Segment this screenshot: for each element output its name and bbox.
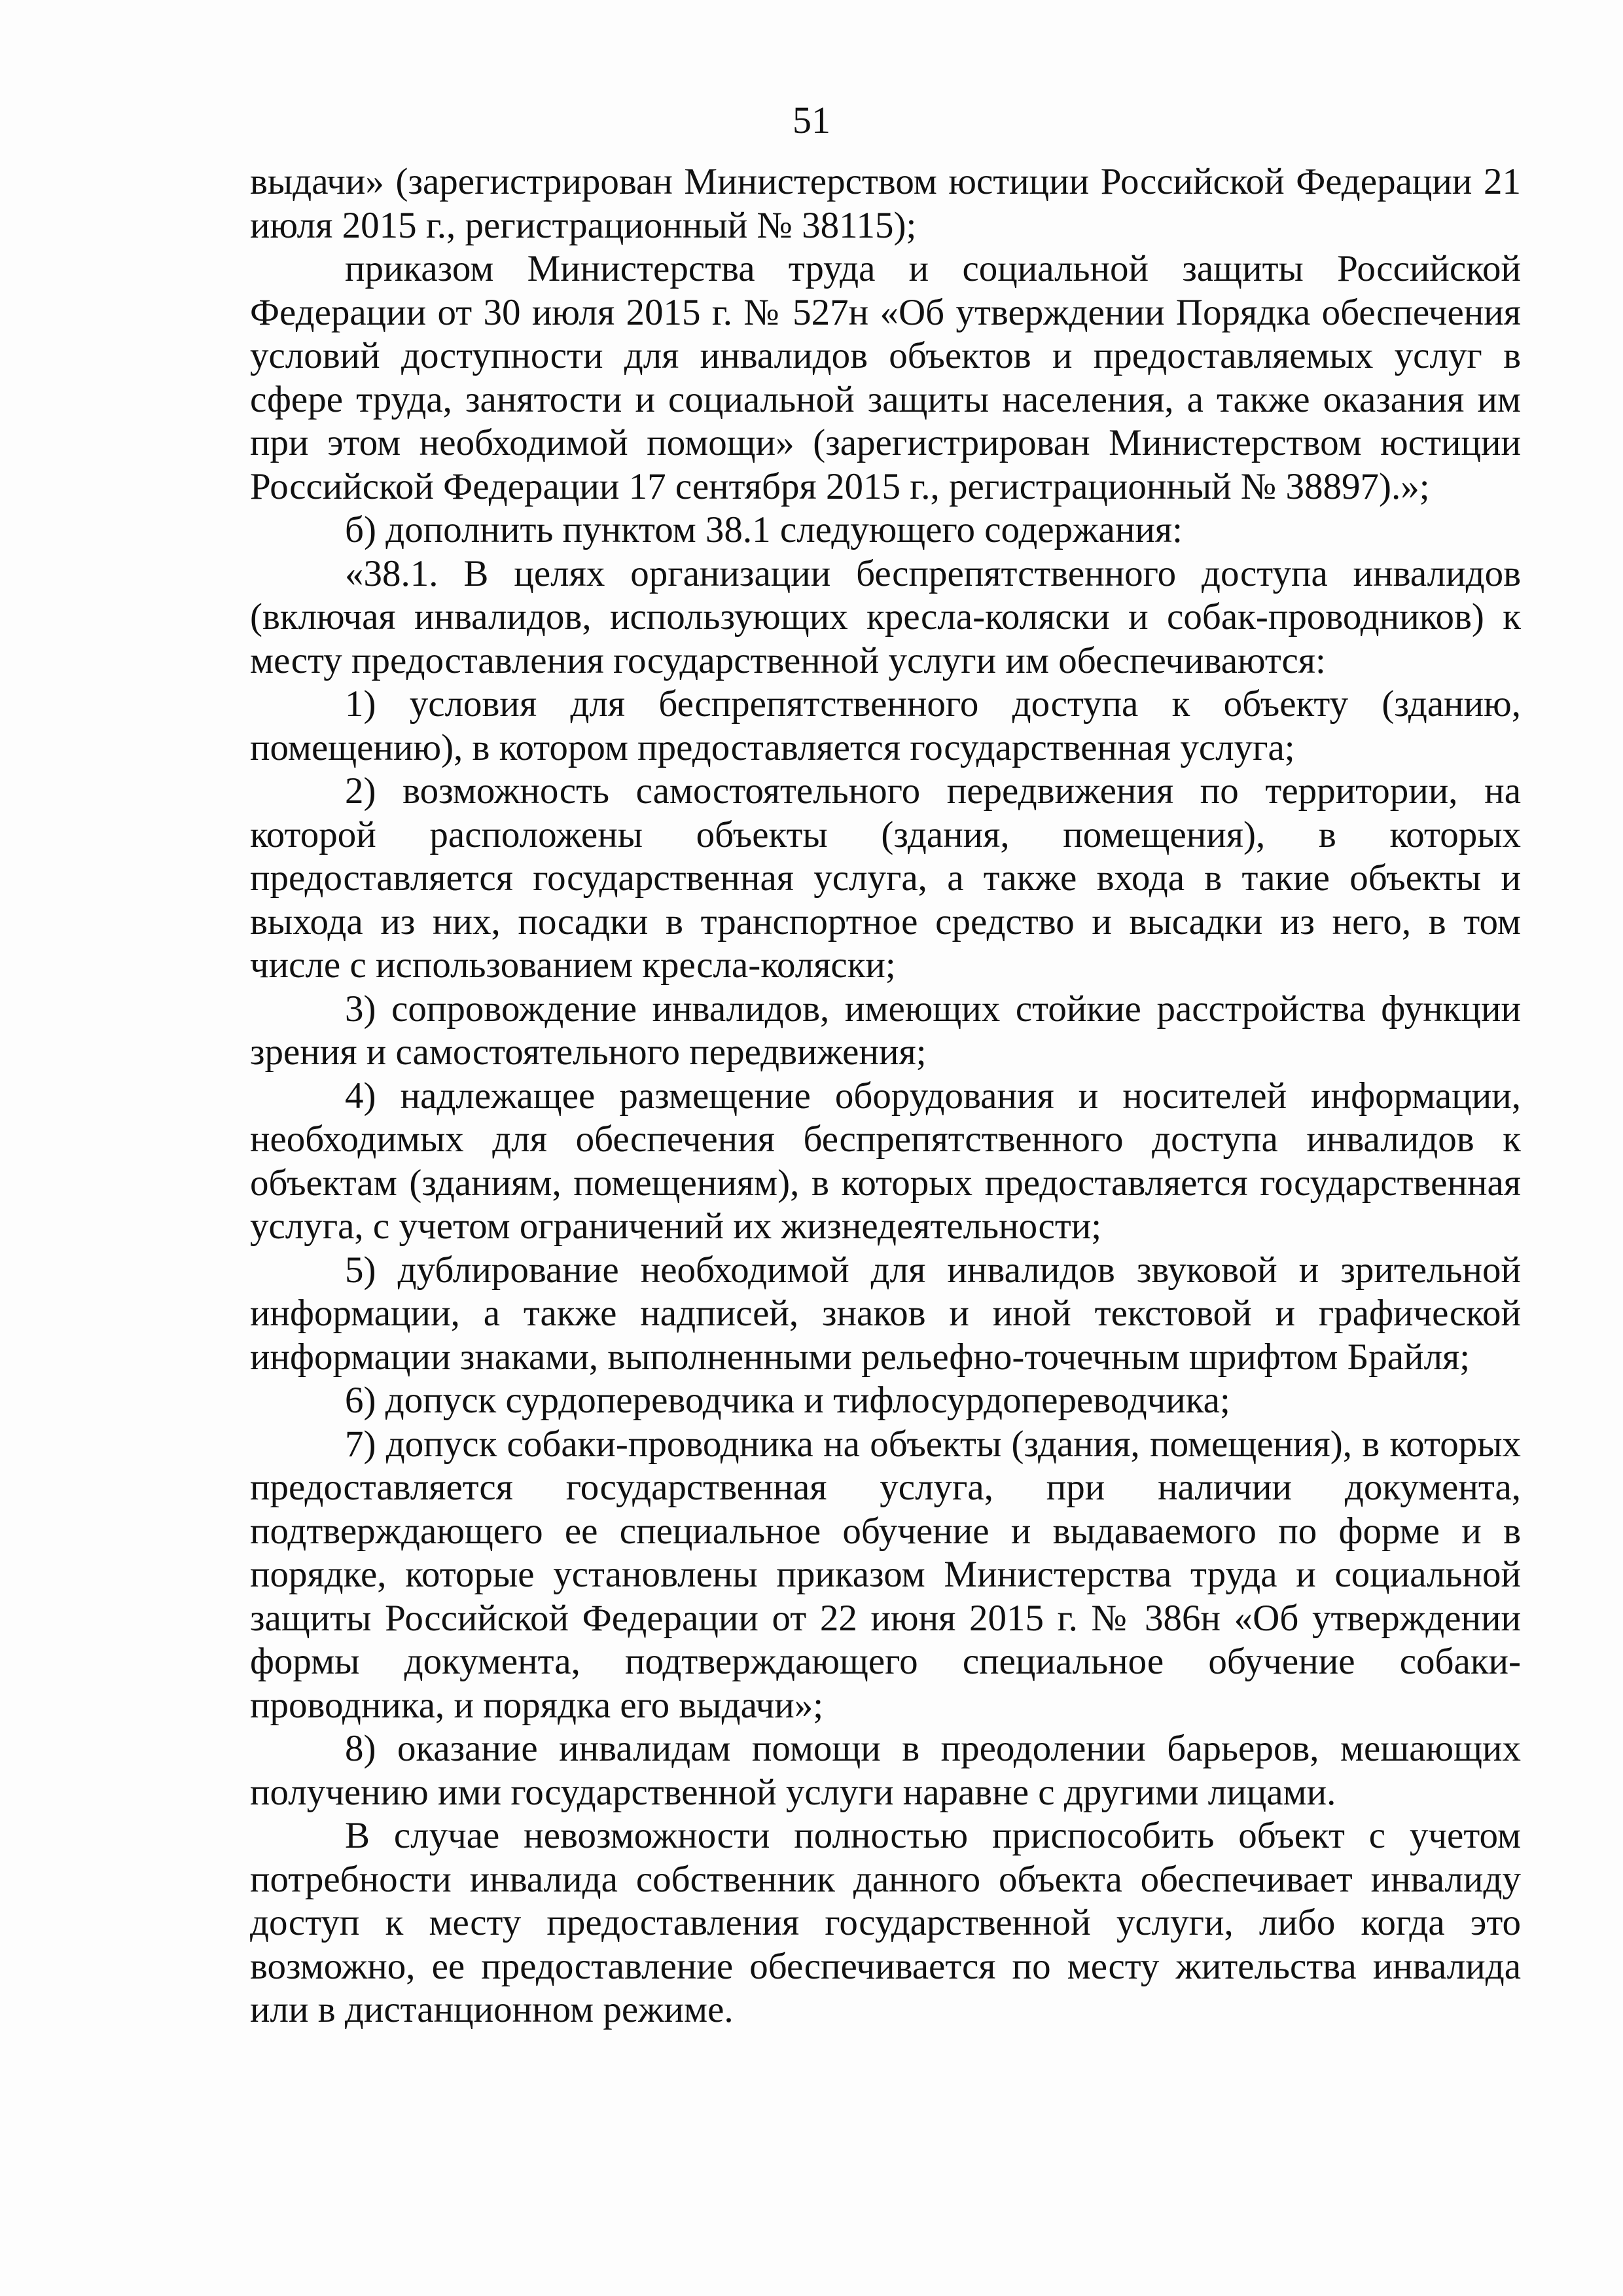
- list-item: 5) дублирование необходимой для инвалидов звуковой и зрительной информации, а также надписей, знаков и иной текстовой и графической информации знаками, выполненными рельефно-точечным шрифтом Брайля;: [250, 1249, 1521, 1378]
- paragraph: «38.1. В целях организации беспрепятственного доступа инвалидов (включая инвалидов, использующих кресла-коляски и собак-проводников) к месту предоставления государственной услуги им обеспечиваются:: [250, 552, 1521, 681]
- paragraph: приказом Министерства труда и социальной защиты Российской Федерации от 30 июля 2015 г. № 527н «Об утверждении Порядка обеспечения условий доступности для инвалидов объектов и предоставляемых услуг в сфере труда, занятости и социальной защиты населения, а также оказания им при этом необходимой помощи» (зарегистрирован Министерством юстиции Российской Федерации 17 сентября 2015 г., регистрационный № 38897).»;: [250, 248, 1521, 507]
- document-body: [250, 160, 1521, 2032]
- list-item: 4) надлежащее размещение оборудования и носителей информации, необходимых для обеспечения беспрепятственного доступа инвалидов к объектам (зданиям, помещениям), в которых предоставляется государственная услуга, с учетом ограничений их жизнедеятельности;: [250, 1075, 1521, 1247]
- paragraph: б) дополнить пунктом 38.1 следующего содержания:: [345, 509, 1183, 550]
- list-item: 7) допуск собаки-проводника на объекты (здания, помещения), в которых предоставляется государственная услуга, при наличии документа, подтверждающего ее специальное обучение и выдаваемого по форме и в порядке, которые установлены приказом Министерства труда и социальной защиты Российской Федерации от 22 июня 2015 г. № 386н «Об утверждении формы документа, подтверждающего специальное обучение собаки-проводника, и порядка его выдачи»;: [250, 1423, 1521, 1726]
- list-item: 3) сопровождение инвалидов, имеющих стойкие расстройства функции зрения и самостоятельного передвижения;: [250, 988, 1521, 1073]
- paragraph: выдачи» (зарегистрирован Министерством юстиции Российской Федерации 21 июля 2015 г., регистрационный № 38115);: [250, 161, 1521, 246]
- list-item: 8) оказание инвалидам помощи в преодолении барьеров, мешающих получению ими государственной услуги наравне с другими лицами.: [250, 1728, 1521, 1813]
- paragraph: В случае невозможности полностью приспособить объект с учетом потребности инвалида собственник данного объекта обеспечивает инвалиду доступ к месту предоставления государственной услуги, либо когда это возможно, ее предоставление обеспечивается по месту жительства инвалида или в дистанционном режиме.: [250, 1815, 1521, 2030]
- list-item: 2) возможность самостоятельного передвижения по территории, на которой расположены объекты (здания, помещения), в которых предоставляется государственная услуга, а также входа в такие объекты и выхода из них, посадки в транспортное средство и высадки из него, в том числе с использованием кресла-коляски;: [250, 770, 1521, 986]
- page-number: 51: [793, 99, 830, 141]
- list-item: 1) условия для беспрепятственного доступа к объекту (зданию, помещению), в котором предоставляется государственная услуга;: [250, 683, 1521, 768]
- list-item: 6) допуск сурдопереводчика и тифлосурдопереводчика;: [345, 1380, 1230, 1421]
